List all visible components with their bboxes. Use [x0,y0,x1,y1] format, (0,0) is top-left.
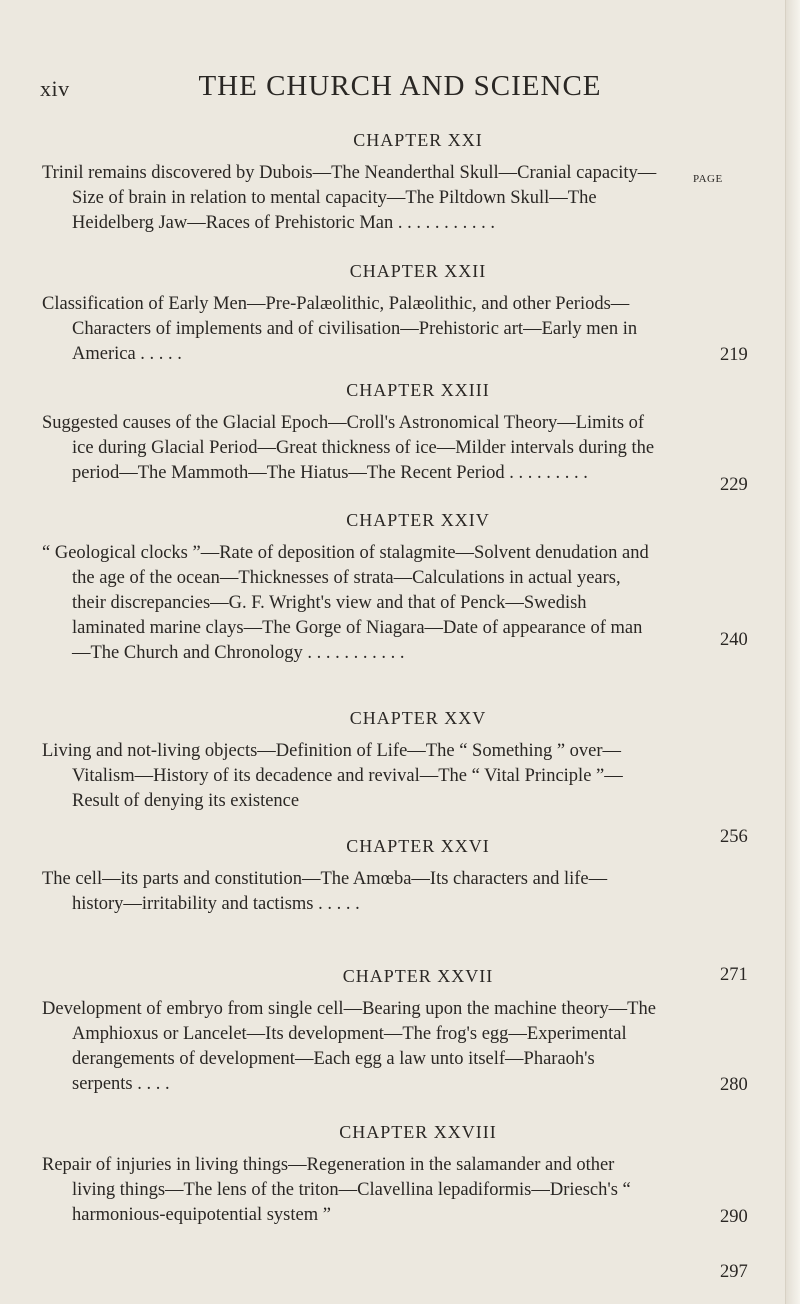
chapter-title: CHAPTER XXIII [346,380,490,400]
running-title: THE CHURCH AND SCIENCE [198,70,602,102]
chapter-entry [42,966,764,1097]
chapter-summary: Development of embryo from single cell—Bearing upon the machine theory—The Amphioxus or Lancelet—Its development—The frog's egg—Experimental derangements of development—Each egg a law unto itself—Pharaoh's serpents . . . . [42,999,656,1094]
chapter-page-number: 290 [720,1207,748,1227]
chapter-entry [42,380,764,486]
chapter-entry [42,510,764,666]
chapter-entry [42,130,764,236]
chapter-title: CHAPTER XXIV [346,510,490,530]
chapter-page-number: 271 [720,965,748,985]
chapter-page-number: 297 [720,1262,748,1282]
chapter-summary: The cell—its parts and constitution—The Amœba—Its characters and life—history—irritability and tactisms . . . . . [42,869,608,914]
chapter-title: CHAPTER XXVIII [339,1122,497,1142]
chapter-page-number: 219 [720,345,748,365]
chapter-page-number: 256 [720,827,748,847]
running-header [40,70,760,110]
chapter-summary: Trinil remains discovered by Dubois—The Neanderthal Skull—Cranial capacity—Size of brain in relation to mental capacity—The Piltdown Skull—The Heidelberg Jaw—Races of Prehistoric Man . . . . . . . . . . . [42,163,657,233]
chapter-page-number: 280 [720,1075,748,1095]
chapter-summary: Repair of injuries in living things—Regeneration in the salamander and other living things—The lens of the triton—Clavellina lepadiformis—Driesch's “ harmonious-equipotential system ” [42,1155,631,1225]
page-column-label: PAGE [693,173,723,185]
chapter-page-number: 229 [720,475,748,495]
chapter-title: CHAPTER XXI [353,130,483,150]
chapter-summary: “ Geological clocks ”—Rate of deposition of stalagmite—Solvent denudation and the age of the ocean—Thicknesses of strata—Calculations in actual years, their discrepancies—G. F. Wright's view and that of Penck—Swedish laminated marine clays—The Gorge of Niagara—Date of appearance of man—The Church and Chronology . . . . . . . . . . . [42,543,649,663]
chapter-entry [42,836,764,917]
chapter-title: CHAPTER XXII [349,261,487,281]
chapter-summary: Living and not-living objects—Definition of Life—The “ Something ” over—Vitalism—History of its decadence and revival—The “ Vital Principle ”—Result of denying its existence [42,741,623,811]
page-folio: xiv [40,76,70,101]
chapter-entry [42,261,764,367]
page-edge [785,0,800,1304]
chapter-title: CHAPTER XXVII [342,966,494,986]
chapter-title: CHAPTER XXVI [346,836,490,856]
chapter-entry [42,1122,764,1228]
chapter-summary: Suggested causes of the Glacial Epoch—Croll's Astronomical Theory—Limits of ice during Glacial Period—Great thickness of ice—Milder intervals during the period—The Mammoth—The Hiatus—The Recent Period . . . . . . . . . [42,413,655,483]
chapter-entry [42,708,764,814]
chapter-title: CHAPTER XXV [349,708,487,728]
chapter-page-number: 240 [720,630,748,650]
chapter-summary: Classification of Early Men—Pre-Palæolithic, Palæolithic, and other Periods—Characters of implements and of civilisation—Prehistoric art—Early men in America . . . . . [42,294,638,364]
